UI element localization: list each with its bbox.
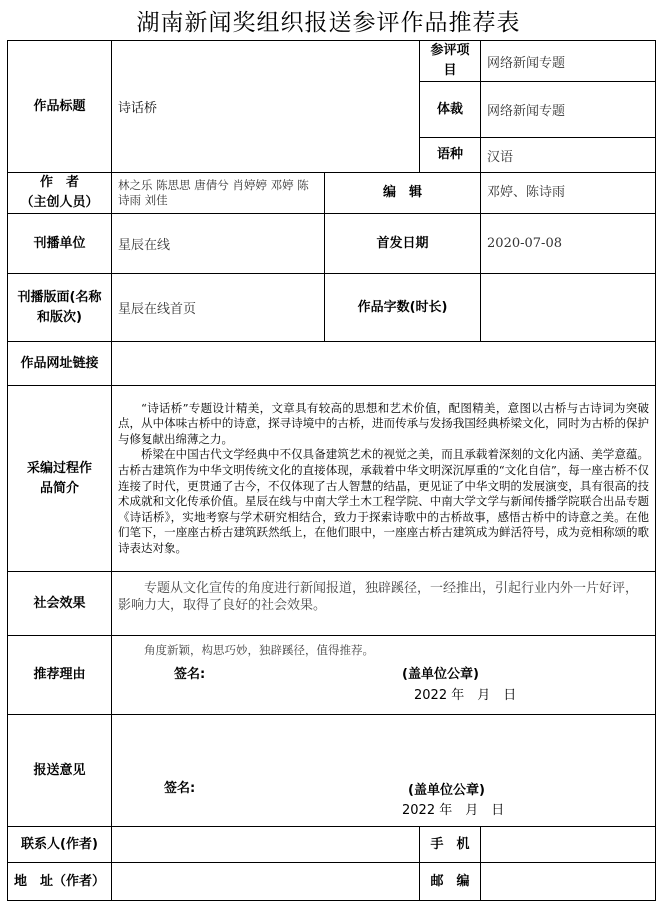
genre-label: 体裁 — [420, 82, 481, 138]
wordcount-value — [481, 274, 656, 342]
edition-value: 星辰在线首页 — [112, 274, 325, 342]
author-label-line2: （主创人员） — [20, 195, 99, 210]
editor-label: 编 辑 — [325, 173, 481, 214]
opinion-seal-label: (盖单位公章) — [408, 783, 485, 798]
editor-value: 邓婷、陈诗雨 — [481, 173, 656, 214]
process-paragraph-1: “诗话桥”专题设计精美，文章具有较高的思想和艺术价值，配图精美，意图以古桥与古诗词为突破点，从中体味古桥中的诗意，探寻诗境中的古桥，进而传承与发扬我国经典桥梁文化，同时为古桥的保护与修复献出绵薄之力。 — [118, 400, 650, 446]
effect-value: 专题从文化宣传的角度进行新闻报道，独辟蹊径，一经推出，引起行业内外一片好评，影响力大，取得了良好的社会效果。 — [112, 572, 656, 636]
author-value: 林之乐 陈思思 唐倩兮 肖婷婷 邓婷 陈诗雨 刘佳 — [112, 173, 325, 214]
genre-value: 网络新闻专题 — [481, 82, 656, 138]
reason-value: 角度新颖，构思巧妙，独辟蹊径，值得推荐。 — [144, 643, 374, 657]
reason-seal-label: (盖单位公章) — [402, 667, 479, 682]
reason-label: 推荐理由 — [8, 636, 112, 715]
effect-label: 社会效果 — [8, 572, 112, 636]
category-value: 网络新闻专题 — [481, 41, 656, 82]
phone-value — [481, 827, 656, 863]
contact-value — [112, 827, 420, 863]
opinion-sign-label: 签名: — [164, 781, 196, 796]
wordcount-label: 作品字数(时长) — [325, 274, 481, 342]
reason-sign-label: 签名: — [174, 667, 206, 682]
postcode-label: 邮 编 — [420, 863, 481, 901]
publisher-value: 星辰在线 — [112, 214, 325, 274]
opinion-cell — [112, 715, 656, 827]
url-value — [112, 342, 656, 386]
process-label: 采编过程作品简介 — [8, 386, 112, 572]
language-label: 语种 — [420, 138, 481, 173]
page-title: 湖南新闻奖组织报送参评作品推荐表 — [136, 10, 521, 36]
author-label-line1: 作 者 — [39, 175, 79, 190]
edition-label: 刊播版面(名称和版次) — [8, 274, 112, 342]
opinion-label: 报送意见 — [8, 715, 112, 827]
contact-label: 联系人(作者) — [8, 827, 112, 863]
language-value: 汉语 — [481, 138, 656, 173]
opinion-date: 2022 年 月 日 — [402, 803, 505, 818]
category-label: 参评项目 — [420, 41, 481, 82]
author-label — [8, 173, 112, 214]
process-text — [112, 386, 656, 572]
url-label: 作品网址链接 — [8, 342, 112, 386]
reason-date: 2022 年 月 日 — [414, 688, 517, 703]
postcode-value — [481, 863, 656, 901]
publisher-label: 刊播单位 — [8, 214, 112, 274]
address-value — [112, 863, 420, 901]
phone-label: 手 机 — [420, 827, 481, 863]
pubdate-label: 首发日期 — [325, 214, 481, 274]
reason-cell — [112, 636, 656, 715]
pubdate-value: 2020-07-08 — [481, 214, 656, 274]
process-paragraph-2: 桥梁在中国古代文学经典中不仅具备建筑艺术的视觉之美，而且承载着深刻的文化内涵、美学意蕴。古桥古建筑作为中华文明传统文化的直接体现，承载着中华文明深沉厚重的“文化自信”，每一座古桥不仅连接了时代，更贯通了古今，不仅体现了古人智慧的结晶，更见证了中华文明的发展演变，具有很高的技术成就和文化传承价值。星辰在线与中南大学土木工程学院、中南大学文学与新闻传播学院联合出品专题《诗话桥》，实地考察与学术研究相结合，致力于探索诗歌中的古桥故事，感悟古桥中的诗意之美。在他们笔下，一座座古桥古建筑跃然纸上，在他们眼中，一座座古桥古建筑成为鲜活符号，成为竞相称颂的歌诗表达对象。 — [118, 447, 650, 555]
work-title-value: 诗话桥 — [112, 41, 420, 173]
work-title-label: 作品标题 — [8, 41, 112, 173]
recommendation-form — [7, 40, 656, 901]
address-label: 地 址（作者） — [8, 863, 112, 901]
